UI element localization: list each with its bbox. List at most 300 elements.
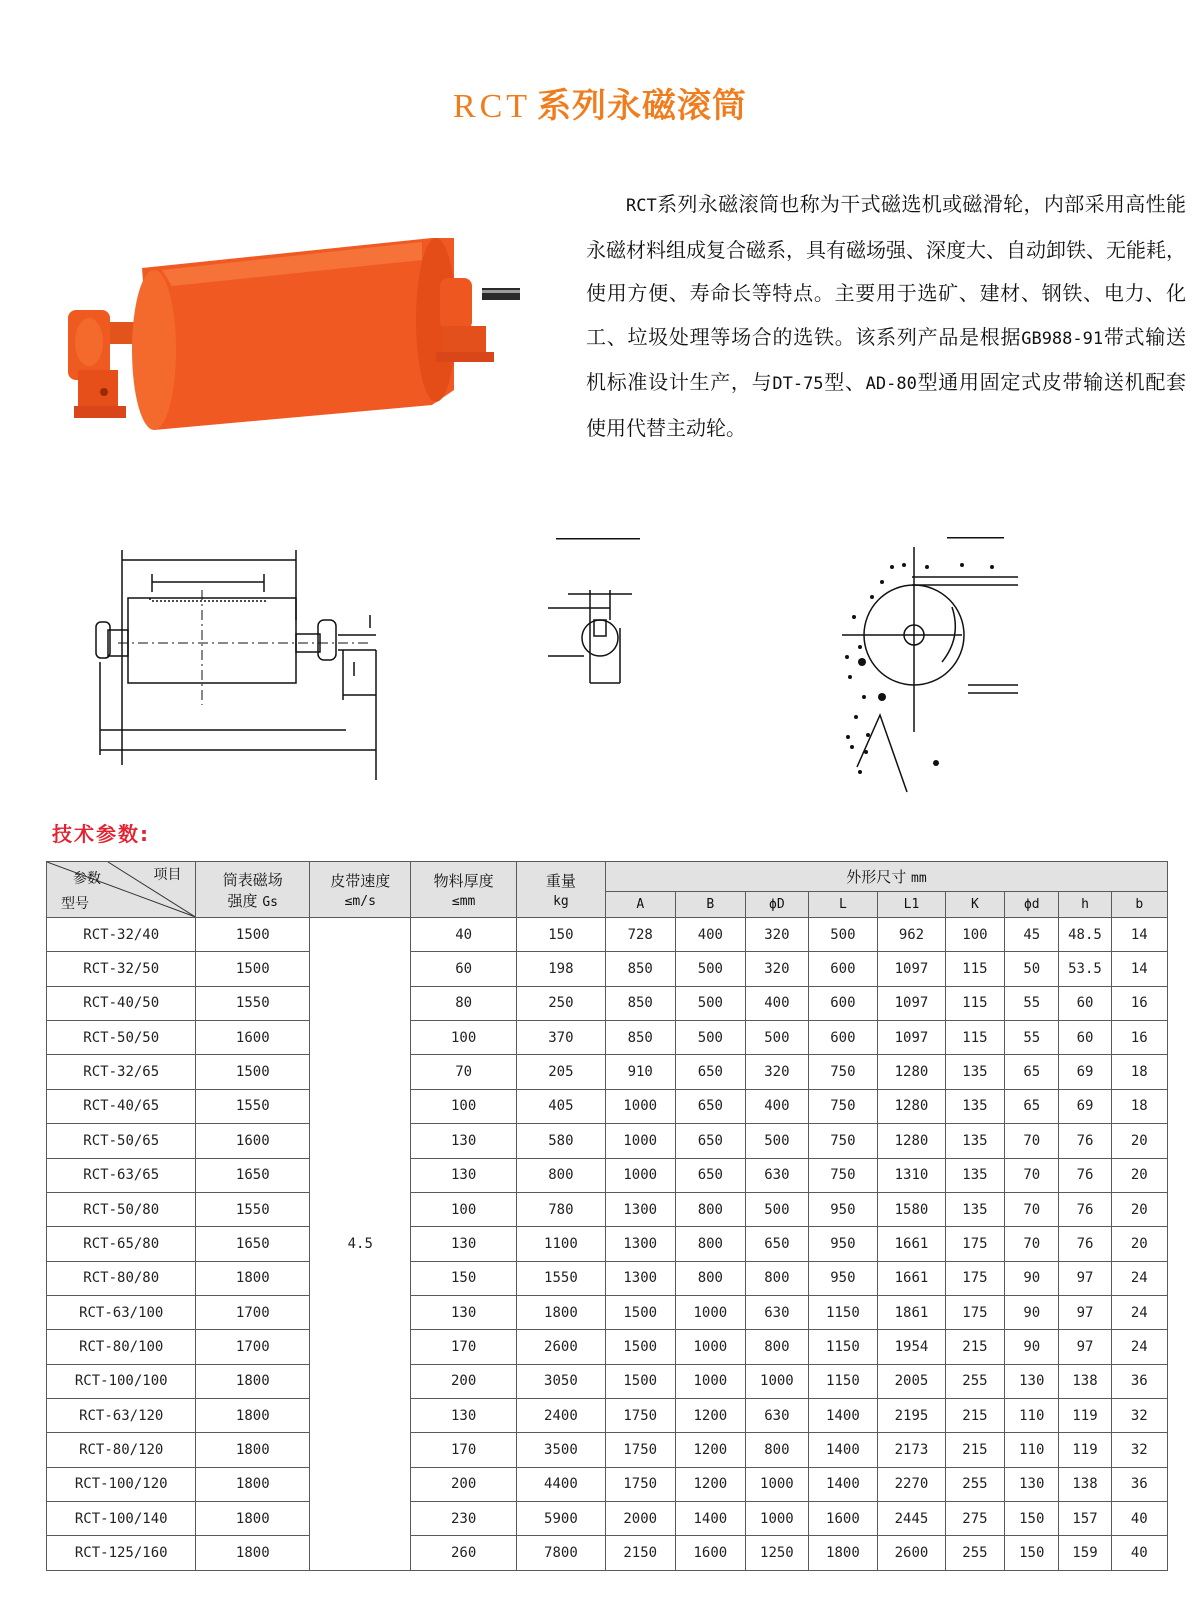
cell-h: 60: [1059, 1021, 1111, 1055]
cell-h: 69: [1059, 1055, 1111, 1089]
cell-L1: 1661: [878, 1227, 946, 1261]
cell-L: 500: [808, 918, 878, 952]
cell-phid: 150: [1005, 1536, 1059, 1571]
cell-b: 36: [1111, 1467, 1167, 1501]
cell-K: 100: [945, 918, 1004, 952]
dim-header-h: h: [1059, 891, 1111, 917]
cell-thickness: 100: [411, 1192, 516, 1226]
cell-weight: 4400: [516, 1467, 605, 1501]
intro-paragraph: [586, 183, 1186, 450]
cell-model: RCT-63/100: [47, 1295, 196, 1329]
cell-L: 750: [808, 1089, 878, 1123]
cell-L: 1400: [808, 1399, 878, 1433]
cell-thickness: 200: [411, 1364, 516, 1398]
cell-b: 36: [1111, 1364, 1167, 1398]
cell-L: 1400: [808, 1433, 878, 1467]
cell-phid: 70: [1005, 1192, 1059, 1226]
cell-phiD: 500: [746, 1124, 808, 1158]
cell-B: 1400: [675, 1502, 746, 1536]
cell-field-strength: 1800: [196, 1467, 310, 1501]
cell-phid: 110: [1005, 1433, 1059, 1467]
cell-weight: 405: [516, 1089, 605, 1123]
cell-phiD: 630: [746, 1399, 808, 1433]
cell-b: 18: [1111, 1055, 1167, 1089]
cell-model: RCT-40/50: [47, 986, 196, 1020]
cell-A: 1000: [605, 1089, 675, 1123]
cell-model: RCT-40/65: [47, 1089, 196, 1123]
cell-b: 24: [1111, 1330, 1167, 1364]
cell-K: 115: [945, 986, 1004, 1020]
cell-field-strength: 1800: [196, 1261, 310, 1295]
cell-weight: 800: [516, 1158, 605, 1192]
cell-B: 800: [675, 1192, 746, 1226]
cell-phiD: 320: [746, 1055, 808, 1089]
cell-L1: 2600: [878, 1536, 946, 1571]
cell-weight: 150: [516, 918, 605, 952]
cell-phiD: 400: [746, 986, 808, 1020]
table-row: [47, 1021, 1168, 1055]
col-speed-unit: ≤m/s: [344, 894, 376, 909]
cell-K: 135: [945, 1055, 1004, 1089]
cell-L: 1150: [808, 1295, 878, 1329]
cell-weight: 250: [516, 986, 605, 1020]
cell-model: RCT-80/120: [47, 1433, 196, 1467]
col-header-speed: [310, 862, 411, 918]
cell-field-strength: 1550: [196, 1089, 310, 1123]
cell-K: 215: [945, 1330, 1004, 1364]
cell-h: 119: [1059, 1399, 1111, 1433]
cell-L: 1600: [808, 1502, 878, 1536]
cell-phiD: 1000: [746, 1364, 808, 1398]
intro-seg4: 带式输送机标准设计生产，与: [586, 324, 1187, 394]
cell-thickness: 130: [411, 1158, 516, 1192]
cell-h: 69: [1059, 1089, 1111, 1123]
cell-A: 850: [605, 1021, 675, 1055]
cell-A: 850: [605, 986, 675, 1020]
cell-weight: 1800: [516, 1295, 605, 1329]
dim-header-phiD: ϕD: [746, 891, 808, 917]
cell-L1: 1661: [878, 1261, 946, 1295]
cell-A: 2150: [605, 1536, 675, 1571]
cell-A: 910: [605, 1055, 675, 1089]
cell-thickness: 260: [411, 1536, 516, 1571]
cell-L1: 1861: [878, 1295, 946, 1329]
table-row: [47, 1330, 1168, 1364]
cell-phid: 90: [1005, 1330, 1059, 1364]
cell-b: 16: [1111, 986, 1167, 1020]
dimension-drawing: [88, 550, 398, 795]
table-row: [47, 1295, 1168, 1329]
cell-weight: 370: [516, 1021, 605, 1055]
shaft-section-drawing: [548, 538, 656, 700]
cell-phiD: 500: [746, 1021, 808, 1055]
cell-A: 1300: [605, 1261, 675, 1295]
cell-K: 215: [945, 1433, 1004, 1467]
cell-K: 215: [945, 1399, 1004, 1433]
cell-h: 97: [1059, 1295, 1111, 1329]
col-dims-label: 外形尺寸: [846, 867, 907, 886]
cell-thickness: 100: [411, 1021, 516, 1055]
cell-L1: 2270: [878, 1467, 946, 1501]
cell-model: RCT-80/100: [47, 1330, 196, 1364]
table-row: [47, 1399, 1168, 1433]
cell-L1: 2005: [878, 1364, 946, 1398]
cell-h: 159: [1059, 1536, 1111, 1571]
cell-phid: 150: [1005, 1502, 1059, 1536]
cell-b: 32: [1111, 1433, 1167, 1467]
cell-weight: 1550: [516, 1261, 605, 1295]
table-row: [47, 1364, 1168, 1398]
cell-A: 1300: [605, 1192, 675, 1226]
cell-field-strength: 1550: [196, 1192, 310, 1226]
cell-L: 1150: [808, 1364, 878, 1398]
cell-K: 135: [945, 1124, 1004, 1158]
cell-phiD: 800: [746, 1261, 808, 1295]
cell-A: 1750: [605, 1467, 675, 1501]
cell-A: 1750: [605, 1399, 675, 1433]
cell-L: 750: [808, 1124, 878, 1158]
cell-thickness: 230: [411, 1502, 516, 1536]
cell-phid: 130: [1005, 1364, 1059, 1398]
cell-phiD: 800: [746, 1433, 808, 1467]
cell-b: 40: [1111, 1502, 1167, 1536]
cell-h: 60: [1059, 986, 1111, 1020]
cell-phid: 65: [1005, 1089, 1059, 1123]
cell-phid: 55: [1005, 986, 1059, 1020]
cell-B: 400: [675, 918, 746, 952]
cell-L1: 1280: [878, 1055, 946, 1089]
cell-L1: 962: [878, 918, 946, 952]
cell-L: 600: [808, 1021, 878, 1055]
cell-B: 1000: [675, 1295, 746, 1329]
cell-phid: 70: [1005, 1158, 1059, 1192]
table-row: [47, 918, 1168, 952]
cell-L: 950: [808, 1261, 878, 1295]
cell-phiD: 400: [746, 1089, 808, 1123]
cell-field-strength: 1800: [196, 1502, 310, 1536]
cell-field-strength: 1600: [196, 1021, 310, 1055]
cell-thickness: 60: [411, 952, 516, 986]
working-principle-drawing: [842, 537, 1052, 819]
corner-header: [47, 862, 196, 918]
cell-L: 600: [808, 952, 878, 986]
dim-header-b: b: [1111, 891, 1167, 917]
cell-K: 115: [945, 1021, 1004, 1055]
table-row: [47, 1192, 1168, 1226]
cell-h: 76: [1059, 1124, 1111, 1158]
cell-thickness: 100: [411, 1089, 516, 1123]
cell-K: 135: [945, 1089, 1004, 1123]
col-header-weight: [516, 862, 605, 918]
cell-model: RCT-63/120: [47, 1399, 196, 1433]
cell-B: 1000: [675, 1364, 746, 1398]
col-header-thickness: [411, 862, 516, 918]
cell-model: RCT-50/65: [47, 1124, 196, 1158]
cell-phid: 65: [1005, 1055, 1059, 1089]
cell-b: 20: [1111, 1158, 1167, 1192]
col-weight-unit: kg: [553, 894, 569, 909]
table-row: [47, 1089, 1168, 1123]
cell-h: 138: [1059, 1467, 1111, 1501]
cell-A: 1750: [605, 1433, 675, 1467]
cell-A: 1000: [605, 1124, 675, 1158]
cell-thickness: 70: [411, 1055, 516, 1089]
cell-thickness: 130: [411, 1399, 516, 1433]
cell-A: 1500: [605, 1330, 675, 1364]
cell-field-strength: 1800: [196, 1399, 310, 1433]
cell-B: 1000: [675, 1330, 746, 1364]
table-row: [47, 952, 1168, 986]
cell-B: 650: [675, 1089, 746, 1123]
cell-phid: 110: [1005, 1399, 1059, 1433]
col-dims-unit: mm: [911, 870, 927, 886]
col-thickness-unit: ≤mm: [451, 894, 476, 909]
spec-table-body: [47, 918, 1168, 1571]
cell-thickness: 150: [411, 1261, 516, 1295]
cell-phid: 90: [1005, 1261, 1059, 1295]
cell-K: 255: [945, 1467, 1004, 1501]
cell-h: 76: [1059, 1192, 1111, 1226]
cell-field-strength: 1550: [196, 986, 310, 1020]
cell-phid: 130: [1005, 1467, 1059, 1501]
cell-thickness: 80: [411, 986, 516, 1020]
table-row: [47, 986, 1168, 1020]
intro-seg6: 型、: [823, 370, 866, 394]
cell-weight: 3500: [516, 1433, 605, 1467]
dim-header-A: A: [605, 891, 675, 917]
cell-weight: 5900: [516, 1502, 605, 1536]
corner-item-label: 项目: [153, 867, 182, 883]
cell-weight: 3050: [516, 1364, 605, 1398]
cell-phiD: 630: [746, 1295, 808, 1329]
intro-seg7: AD-80: [865, 374, 917, 394]
cell-B: 500: [675, 1021, 746, 1055]
cell-L1: 1280: [878, 1089, 946, 1123]
cell-K: 175: [945, 1261, 1004, 1295]
cell-L: 1800: [808, 1536, 878, 1571]
cell-field-strength: 1800: [196, 1364, 310, 1398]
cell-B: 650: [675, 1158, 746, 1192]
cell-model: RCT-32/50: [47, 952, 196, 986]
cell-model: RCT-50/80: [47, 1192, 196, 1226]
cell-phiD: 650: [746, 1227, 808, 1261]
cell-B: 1200: [675, 1433, 746, 1467]
dim-header-phid: ϕd: [1005, 891, 1059, 917]
table-row: [47, 1124, 1168, 1158]
product-image: [62, 230, 532, 440]
cell-L1: 2445: [878, 1502, 946, 1536]
cell-A: 1000: [605, 1158, 675, 1192]
cell-phid: 45: [1005, 918, 1059, 952]
dim-header-B: B: [675, 891, 746, 917]
cell-field-strength: 1700: [196, 1295, 310, 1329]
cell-model: RCT-100/120: [47, 1467, 196, 1501]
cell-thickness: 170: [411, 1330, 516, 1364]
cell-B: 500: [675, 952, 746, 986]
cell-B: 500: [675, 986, 746, 1020]
cell-L1: 2195: [878, 1399, 946, 1433]
corner-param-label: 参数: [73, 871, 101, 887]
cell-A: 1300: [605, 1227, 675, 1261]
cell-weight: 198: [516, 952, 605, 986]
table-row: [47, 1055, 1168, 1089]
cell-K: 255: [945, 1364, 1004, 1398]
cell-L1: 1954: [878, 1330, 946, 1364]
col-thickness-label: 物料厚度: [433, 872, 494, 890]
cell-L: 950: [808, 1192, 878, 1226]
cell-L1: 1097: [878, 1021, 946, 1055]
cell-thickness: 170: [411, 1433, 516, 1467]
col-field-label: 筒表磁场: [222, 870, 283, 889]
cell-L1: 1310: [878, 1158, 946, 1192]
section-title: 技术参数:: [52, 822, 150, 846]
cell-phiD: 1000: [746, 1467, 808, 1501]
page-title-latin: RCT: [452, 88, 532, 125]
cell-b: 18: [1111, 1089, 1167, 1123]
table-header-row: [47, 862, 1168, 892]
cell-B: 650: [675, 1124, 746, 1158]
cell-field-strength: 1650: [196, 1158, 310, 1192]
cell-thickness: 130: [411, 1124, 516, 1158]
cell-B: 650: [675, 1055, 746, 1089]
cell-L1: 1097: [878, 986, 946, 1020]
cell-h: 53.5: [1059, 952, 1111, 986]
cell-h: 157: [1059, 1502, 1111, 1536]
col-header-dimensions: [605, 862, 1167, 892]
cell-phiD: 320: [746, 952, 808, 986]
cell-thickness: 40: [411, 918, 516, 952]
intro-seg1: RCT: [626, 196, 657, 216]
table-row: [47, 1467, 1168, 1501]
shaft-right: [482, 288, 520, 300]
cell-b: 14: [1111, 952, 1167, 986]
cell-phid: 70: [1005, 1124, 1059, 1158]
drum: [132, 238, 456, 430]
cell-phid: 70: [1005, 1227, 1059, 1261]
col-header-field: [196, 862, 310, 918]
cell-phiD: 630: [746, 1158, 808, 1192]
cell-A: 1500: [605, 1295, 675, 1329]
cell-h: 48.5: [1059, 918, 1111, 952]
table-row: [47, 1536, 1168, 1571]
cell-field-strength: 1500: [196, 1055, 310, 1089]
cell-phid: 50: [1005, 952, 1059, 986]
cell-L1: 2173: [878, 1433, 946, 1467]
cell-field-strength: 1800: [196, 1536, 310, 1571]
cell-thickness: 200: [411, 1467, 516, 1501]
cell-field-strength: 1600: [196, 1124, 310, 1158]
cell-phid: 90: [1005, 1295, 1059, 1329]
cell-belt-speed: 4.5: [310, 918, 411, 1571]
cell-model: RCT-50/50: [47, 1021, 196, 1055]
cell-K: 175: [945, 1295, 1004, 1329]
cell-L: 600: [808, 986, 878, 1020]
cell-L: 1400: [808, 1467, 878, 1501]
cell-phiD: 320: [746, 918, 808, 952]
cell-phiD: 1000: [746, 1502, 808, 1536]
cell-b: 24: [1111, 1295, 1167, 1329]
cell-model: RCT-63/65: [47, 1158, 196, 1192]
cell-B: 1200: [675, 1467, 746, 1501]
cell-phiD: 500: [746, 1192, 808, 1226]
cell-phiD: 800: [746, 1330, 808, 1364]
intro-seg3: GB988-91: [1021, 328, 1104, 349]
cell-h: 138: [1059, 1364, 1111, 1398]
cell-b: 24: [1111, 1261, 1167, 1295]
cell-A: 1500: [605, 1364, 675, 1398]
cell-b: 32: [1111, 1399, 1167, 1433]
cell-b: 20: [1111, 1227, 1167, 1261]
cell-L1: 1097: [878, 952, 946, 986]
cell-weight: 580: [516, 1124, 605, 1158]
cell-b: 20: [1111, 1124, 1167, 1158]
cell-field-strength: 1650: [196, 1227, 310, 1261]
cell-field-strength: 1500: [196, 952, 310, 986]
table-row: [47, 1158, 1168, 1192]
cell-field-strength: 1700: [196, 1330, 310, 1364]
table-row: [47, 1261, 1168, 1295]
cell-phid: 55: [1005, 1021, 1059, 1055]
intro-seg8: 型通用固定式皮带输送机配套使用代替主动轮。: [586, 370, 1187, 440]
cell-model: RCT-32/40: [47, 918, 196, 952]
cell-h: 97: [1059, 1330, 1111, 1364]
cell-h: 76: [1059, 1227, 1111, 1261]
page-title-cn: 系列永磁滚筒: [537, 86, 748, 126]
col-field-unit: Gs: [262, 894, 278, 910]
cell-h: 97: [1059, 1261, 1111, 1295]
cell-model: RCT-125/160: [47, 1536, 196, 1571]
table-row: [47, 1502, 1168, 1536]
cell-B: 800: [675, 1227, 746, 1261]
cell-L1: 1280: [878, 1124, 946, 1158]
cell-b: 16: [1111, 1021, 1167, 1055]
cell-model: RCT-100/100: [47, 1364, 196, 1398]
cell-K: 135: [945, 1158, 1004, 1192]
cell-b: 40: [1111, 1536, 1167, 1571]
cell-field-strength: 1800: [196, 1433, 310, 1467]
cell-B: 1200: [675, 1399, 746, 1433]
cell-thickness: 130: [411, 1227, 516, 1261]
cell-L1: 1580: [878, 1192, 946, 1226]
intro-seg5: DT-75: [772, 374, 824, 394]
cell-K: 115: [945, 952, 1004, 986]
cell-A: 728: [605, 918, 675, 952]
col-speed-label: 皮带速度: [330, 872, 391, 890]
page-title: [0, 78, 1200, 127]
cell-h: 76: [1059, 1158, 1111, 1192]
cell-L: 950: [808, 1227, 878, 1261]
cell-field-strength: 1500: [196, 918, 310, 952]
cell-model: RCT-65/80: [47, 1227, 196, 1261]
dim-header-K: K: [945, 891, 1004, 917]
cell-weight: 2400: [516, 1399, 605, 1433]
cell-K: 135: [945, 1192, 1004, 1226]
cell-K: 255: [945, 1536, 1004, 1571]
cell-h: 119: [1059, 1433, 1111, 1467]
cell-b: 14: [1111, 918, 1167, 952]
corner-model-label: 型号: [61, 896, 89, 912]
cell-A: 850: [605, 952, 675, 986]
dim-header-L1: L1: [878, 891, 946, 917]
cell-b: 20: [1111, 1192, 1167, 1226]
cell-A: 2000: [605, 1502, 675, 1536]
table-row: [47, 1227, 1168, 1261]
dim-header-L: L: [808, 891, 878, 917]
cell-model: RCT-100/140: [47, 1502, 196, 1536]
col-weight-label: 重量: [545, 872, 576, 890]
cell-model: RCT-32/65: [47, 1055, 196, 1089]
cell-L: 750: [808, 1055, 878, 1089]
